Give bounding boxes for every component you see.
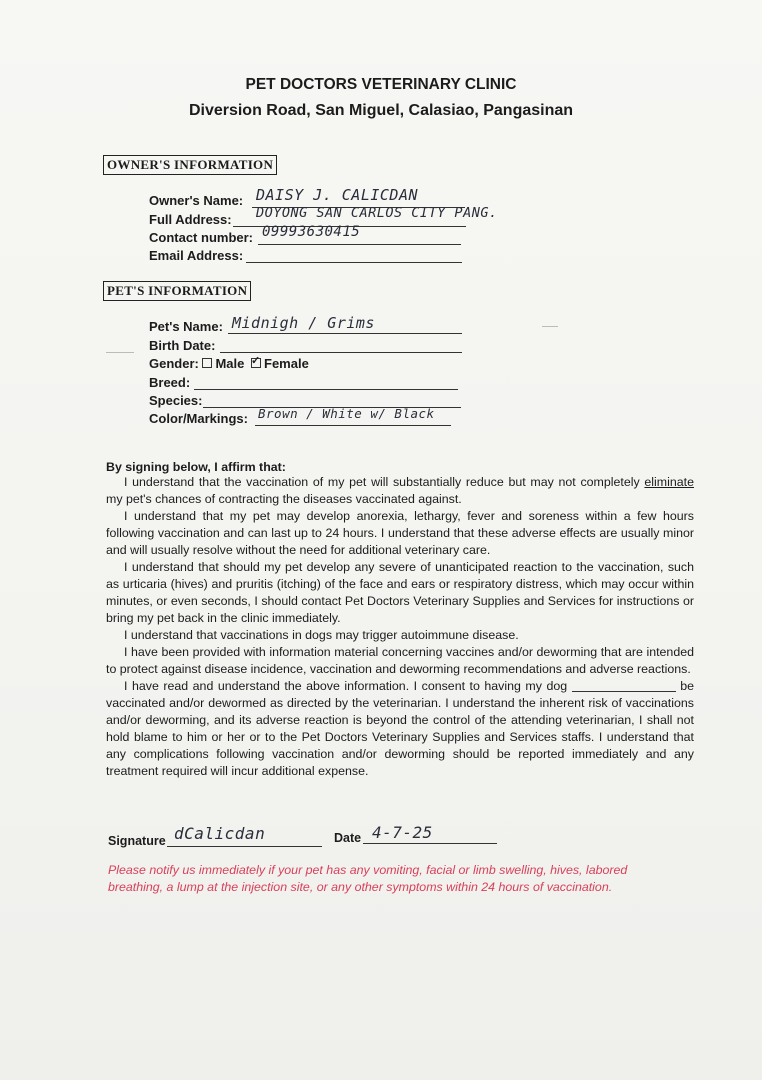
check-mark-icon: ✓: [251, 355, 261, 367]
address-label: Full Address:: [149, 212, 232, 227]
color-label: Color/Markings:: [149, 411, 248, 426]
breed-line: [194, 389, 458, 390]
date-line: [363, 843, 497, 844]
symptom-notice: Please notify us immediately if your pet has any vomiting, facial or limb swelling, hives, labored breathing, a lump at the injection site, or any other symptoms within 24 hours of vaccination.: [108, 863, 628, 894]
female-checkbox[interactable]: [251, 355, 261, 368]
gender-label: Gender:: [149, 356, 199, 371]
contact-label: Contact number:: [149, 230, 253, 245]
pet-name-label: Pet's Name:: [149, 319, 223, 334]
pet-name-value: Midnigh / Grims: [232, 314, 375, 332]
male-checkbox[interactable]: [202, 358, 212, 368]
owner-name-label: Owner's Name:: [149, 193, 244, 208]
gender-row: [149, 356, 309, 371]
signature-line: [167, 846, 322, 847]
email-label: Email Address:: [149, 248, 244, 263]
email-line: [246, 262, 462, 263]
affirmation-paragraph: I understand that should my pet develop any severe of unanticipated reaction to the vaccination, such as urticaria (hives) and pruritis (itching) of the face and ears or respiratory distress, which may occur within minutes, or even seconds, I should contact Pet Doctors Veterinary Supplies and Services for instructions or bring my pet back in the clinic immediately.: [106, 560, 694, 625]
species-label: Species:: [149, 393, 203, 408]
contact-line: [258, 244, 461, 245]
affirmation-paragraph: [106, 678, 694, 780]
clinic-address: Diversion Road, San Miguel, Calasiao, Pangasinan: [188, 102, 574, 119]
paragraph-text: I understand that the vaccination of my pet will substantially reduce but may not completely: [124, 475, 645, 489]
paragraph-text: I have read and understand the above information. I consent to having my dog: [124, 679, 568, 693]
pet-name-line: [228, 333, 462, 334]
stray-mark: [106, 352, 134, 353]
color-line: [255, 425, 451, 426]
owner-name-value: DAISY J. CALICDAN: [256, 186, 419, 204]
birth-date-label: Birth Date:: [149, 338, 216, 353]
dog-name-blank[interactable]: [572, 679, 676, 692]
paragraph-text: be vaccinated and/or dewormed as directed by the veterinarian. I understand the inherent risk of vaccinations and/or deworming, and its adverse reaction is beyond the control of the attending veterinarian, I shall not hold blame to him or her or to the Pet Doctors Veterinary Supplies and Services staffs. I understand that any complications following vaccination and/or deworming should be reported immediately and any treatment required will incur additional expense.: [106, 679, 694, 778]
affirmation-paragraph: [106, 474, 694, 508]
owner-section-heading: OWNER'S INFORMATION: [103, 155, 277, 175]
address-value: DOYONG SAN CARLOS CITY PANG.: [256, 205, 498, 221]
affirmation-paragraph: I understand that my pet may develop anorexia, lethargy, fever and soreness within a few hours following vaccination and can last up to 24 hours. I understand that these adverse effects are usually minor and will usually resolve without the need for additional veterinary care.: [106, 509, 694, 557]
affirmation-body: [106, 474, 694, 780]
underlined-word: eliminate: [644, 475, 694, 489]
male-label: Male: [215, 356, 245, 371]
color-value: Brown / White w/ Black: [258, 406, 435, 421]
paragraph-text: my pet's chances of contracting the diseases vaccinated against.: [106, 492, 462, 506]
signature-value: dCalicdan: [174, 824, 266, 843]
stray-mark: [542, 326, 558, 327]
pet-section-heading: PET'S INFORMATION: [103, 281, 251, 301]
breed-label: Breed:: [149, 375, 191, 390]
female-label: Female: [264, 356, 309, 371]
date-value: 4-7-25: [372, 823, 433, 842]
signature-label: Signature: [108, 834, 166, 848]
birth-date-line: [220, 352, 462, 353]
clinic-name: PET DOCTORS VETERINARY CLINIC: [245, 76, 517, 93]
affirmation-heading: By signing below, I affirm that:: [106, 460, 286, 474]
contact-value: 09993630415: [262, 224, 361, 240]
date-label: Date: [334, 831, 362, 845]
affirmation-paragraph: I understand that vaccinations in dogs may trigger autoimmune disease.: [124, 628, 519, 642]
affirmation-paragraph: I have been provided with information material concerning vaccines and/or deworming that are intended to protect against disease incidence, vaccination and deworming recommendations and adverse reactions.: [106, 645, 694, 676]
